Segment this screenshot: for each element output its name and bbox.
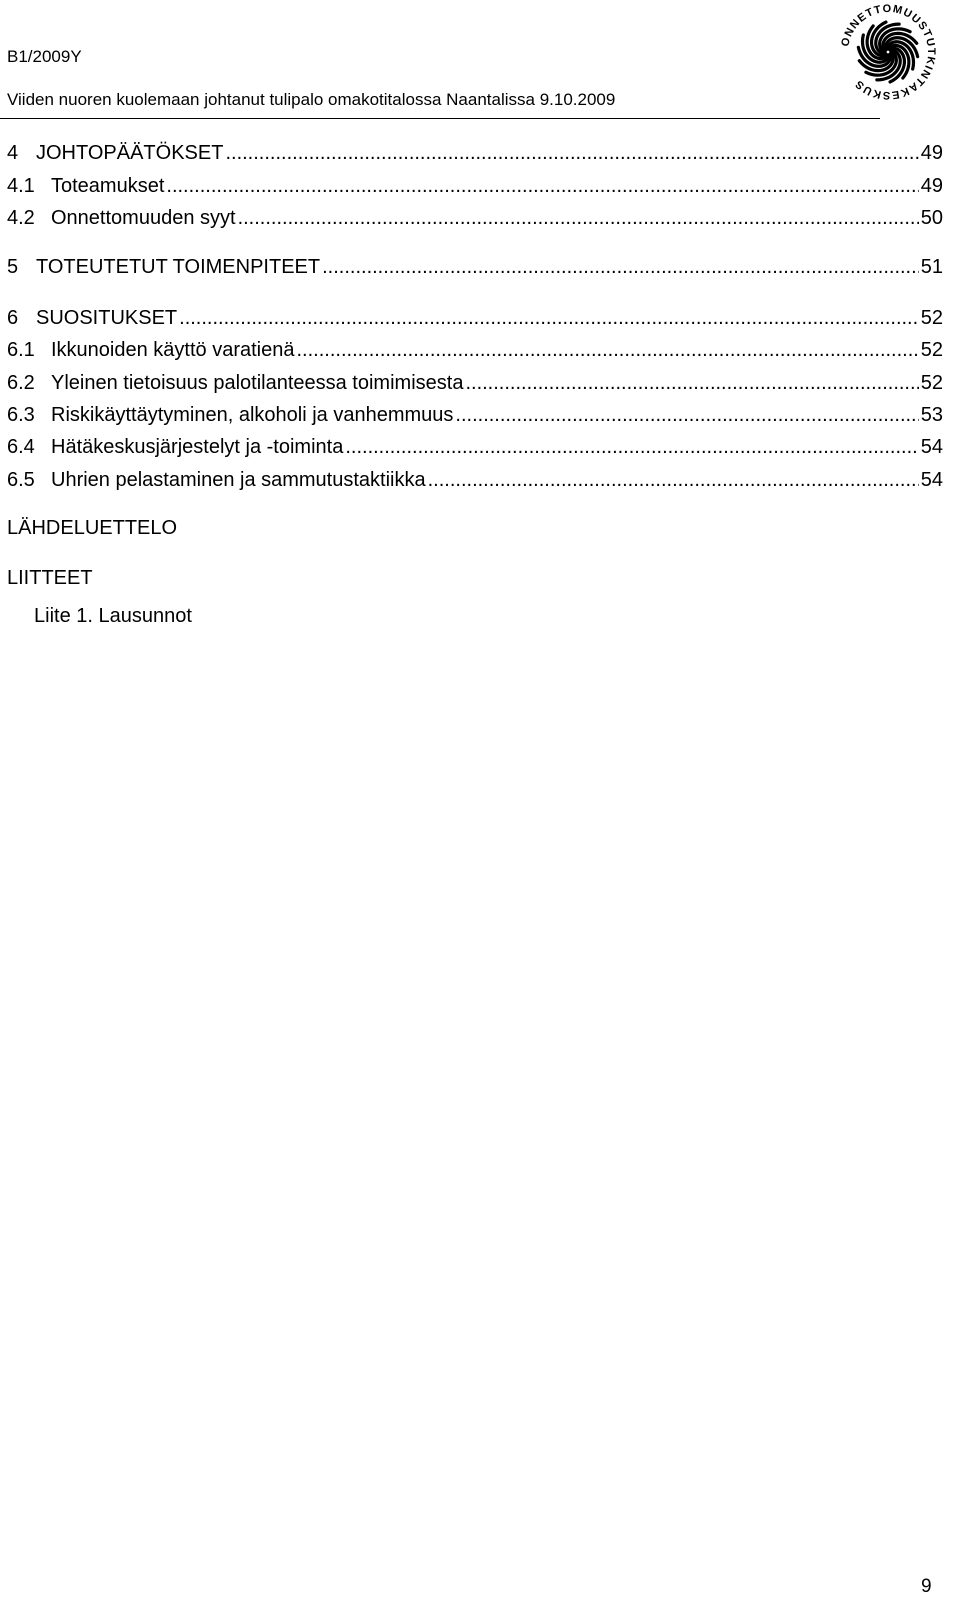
toc-entry[interactable]	[7, 372, 943, 398]
toc-entry-page: 50	[920, 207, 943, 229]
toc-entry[interactable]	[7, 404, 943, 430]
toc-entry-page: 52	[920, 339, 943, 361]
toc-entry-number: 6.5	[7, 469, 35, 491]
toc-dot-leader	[297, 339, 919, 362]
toc-entry-page: 54	[920, 436, 943, 458]
toc-entry-page: 52	[920, 372, 943, 394]
toc-entry[interactable]	[7, 142, 943, 168]
toc-dot-leader	[455, 404, 918, 427]
toc-entry[interactable]	[7, 436, 943, 462]
toc-entry-title: Ikkunoiden käyttö varatienä	[51, 339, 295, 361]
toc-dot-leader	[428, 469, 919, 492]
toc-entry[interactable]	[7, 339, 943, 365]
page-header	[0, 0, 960, 122]
toc-entry-title: JOHTOPÄÄTÖKSET	[36, 142, 224, 164]
toc-entry-number: 6.2	[7, 372, 35, 394]
toc-entry-number: 4.1	[7, 175, 35, 197]
toc-dot-leader	[225, 142, 918, 165]
toc-entry[interactable]	[7, 207, 943, 233]
page-number: 9	[921, 1576, 932, 1597]
toc-entry[interactable]	[7, 307, 943, 333]
toc-dot-leader	[465, 372, 918, 395]
toc-entry-title: Onnettomuuden syyt	[51, 207, 236, 229]
toc-entry-title: Riskikäyttäytyminen, alkoholi ja vanhemmuus	[51, 404, 454, 426]
toc-entry-title: Yleinen tietoisuus palotilanteessa toimimisesta	[51, 372, 464, 394]
toc-dot-leader	[179, 307, 919, 330]
toc-entry-number: 4	[7, 142, 19, 164]
toc-entry-title: Toteamukset	[51, 175, 165, 197]
document-id: B1/2009Y	[7, 47, 82, 66]
toc-entry-title: Hätäkeskusjärjestelyt ja -toiminta	[51, 436, 344, 458]
references-heading: LÄHDELUETTELO	[7, 517, 178, 539]
document-subtitle: Viiden nuoren kuolemaan johtanut tulipalo omakotitalossa Naantalissa 9.10.2009	[7, 90, 616, 109]
toc-entry-number: 4.2	[7, 207, 35, 229]
toc-entry-title: SUOSITUKSET	[36, 307, 178, 329]
toc-entry-title: TOTEUTETUT TOIMENPITEET	[36, 256, 321, 278]
toc-entry-page: 49	[920, 142, 943, 164]
toc-dot-leader	[322, 256, 919, 279]
toc-entry-page: 54	[920, 469, 943, 491]
toc-entry-page: 49	[920, 175, 943, 197]
toc-entry[interactable]	[7, 256, 943, 282]
toc-entry-number: 6.4	[7, 436, 35, 458]
toc-entry-page: 53	[920, 404, 943, 426]
toc-entry-number: 6.3	[7, 404, 35, 426]
toc-entry[interactable]	[7, 469, 943, 495]
organization-logo	[836, 0, 940, 104]
logo-text: ONNETTOMUUSTUTKINTAKESKUS	[839, 2, 938, 102]
toc-dot-leader	[345, 436, 918, 459]
toc-entry-page: 52	[920, 307, 943, 329]
toc-entry-number: 5	[7, 256, 19, 278]
svg-text:ONNETTOMUUSTUTKINTAKESKUS	[839, 3, 937, 101]
toc-dot-leader	[238, 207, 919, 230]
appendix-item: Liite 1. Lausunnot	[34, 605, 192, 627]
toc-dot-leader	[166, 175, 918, 198]
toc-entry[interactable]	[7, 175, 943, 201]
header-divider	[0, 118, 880, 119]
spiral-vortex-icon	[858, 22, 917, 82]
toc-entry-title: Uhrien pelastaminen ja sammutustaktiikka	[51, 469, 426, 491]
toc-entry-number: 6.1	[7, 339, 35, 361]
toc-entry-number: 6	[7, 307, 19, 329]
appendices-heading: LIITTEET	[7, 567, 93, 589]
toc-entry-page: 51	[920, 256, 943, 278]
